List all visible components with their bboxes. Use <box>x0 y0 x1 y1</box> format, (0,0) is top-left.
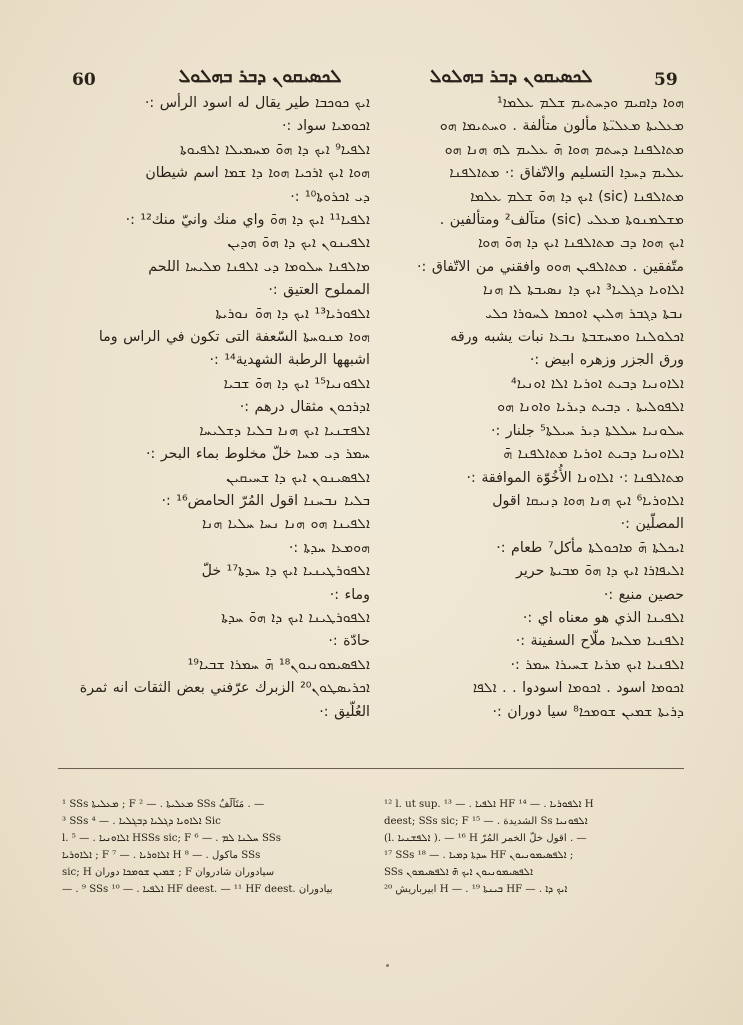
lexicon-line: ܐܠܦܣܝܡܘܢܝܘܢ¹⁸ ܗ̄ ܚܡܪܐ ܫܒܝܐ¹⁹ <box>187 656 370 673</box>
footnote-line: ابيرباريش ²⁰ H — . ܒܝܢܬܐ ¹⁹ HF — . ܐܝܟ ܕܐ <box>384 884 568 895</box>
lexicon-line: ܐܟܠܘܠܢܐ ܘܡܚܫܒܬܐ ܢܒܥܐ نبات يشبه ورقه <box>450 329 684 346</box>
lexicon-line: ܐܝܟ ܟܘܟܒܐ طير يقال له اسود الرأس :· <box>144 95 370 111</box>
left-running-title: ܠܟܣܝܩܘܢ ܕܒܪ ܒܗܠܘܠ <box>178 66 342 87</box>
page-speck <box>386 964 389 967</box>
lexicon-line: اشبهها الرطبة الشهدية¹⁴ :· <box>209 352 370 369</box>
lexicon-line: ܗܘܐ ܡܢܘܚܬܐ السّعفة التى تكون في الراس وما <box>98 329 370 346</box>
lexicon-line: ܐܟܘܡܝܐ سواد :· <box>281 118 370 135</box>
lexicon-line: ܗܘܐ ܐܝܟ ܐܪܟܝܐ ܗܘܐ ܕܐ ܫܡܐ اسم شيطان <box>145 165 370 182</box>
lexicon-line: ܡܐܠܦܢܐ ܚܠܘܡܐ ܕܝ ܐܠܦܢܐ ܡܠܝܚܐ اللحم <box>148 258 370 275</box>
right-running-title: ܠܟܣܝܩܘܢ ܕܒܪ ܒܗܠܘܠ <box>429 66 593 87</box>
left-footnotes <box>62 796 362 898</box>
lexicon-line: ܐܠܦܢܝܐ ܡܠܚܐ ملّاح السفينة :· <box>515 633 684 650</box>
lexicon-line: ܐܠܦܘܪܛܝܢܝܐ ܐܝܟ ܕܐ ܚܕܬܐ¹⁷ خلّ <box>201 563 370 580</box>
lexicon-line: ܕܪܝܬܐ ܫܡܝܢ ܫܘܡܟܐ⁸ سيا دوران :· <box>492 703 684 720</box>
lexicon-line: حصين منيع :· <box>603 586 684 603</box>
lexicon-line: متّفقين . ܡܬܐܠܦܝܢ ܗܘܘ وافقني من الاتّفاق :· <box>417 258 684 275</box>
lexicon-line: ܐܠܝܦܐܪܐ ܐܝܟ ܕܐ ܗܘ̄ ܡܒܝܬܐ حرير <box>516 563 684 580</box>
lexicon-line: ܗܘܐ ܕܐܩܝܡ ܘܕܚܬܝܡ ܫܠܡ ܥܠܡܐ¹ <box>496 95 684 111</box>
lexicon-line: ܡܬܐܠܦܢܐ :· ܐܠܐܘܢܐ الأُخُوّة الموافقة :· <box>466 469 684 486</box>
lexicon-line: ܗܘܡܥܐ ܚܕܬܐ :· <box>288 539 370 556</box>
right-column-entries <box>372 92 684 724</box>
right-footnotes <box>384 796 684 898</box>
footnote-line: — . ⁹ SSs ܐܠܦܝܐ . — ¹⁰ HF deest. — ¹¹ HF deest. بيادوران <box>62 884 333 895</box>
lexicon-line: ܐܠܦܝܐ⁹ ܐܝܟ ܕܐ ܗܘ̄ ܡܚܡܝܠܐ ܐܠܦܝܘܬܐ <box>180 141 370 158</box>
lexicon-line: العُلّيق :· <box>319 703 370 720</box>
lexicon-line: ܐܠܦܝܢܘܢ ܐܝܟ ܕܐ ܗܘ̄ ܗܕܝܢ <box>227 235 370 252</box>
lexicon-line: ܡܬܐܠܦܢܐ (sic) ܐܝܟ ܕܐ ܗܘ̄ ܫܠܡ ܥܠܡܐ <box>470 188 684 205</box>
lexicon-line: ܢܒܬܐ ܕܓܒܪ ܗܠܝܢ ܐܘܟܡܐ ܠܚܘܪܐ ܟܠܝ <box>485 305 684 322</box>
lexicon-line: ܐܟܘܡܐ اسود . ܐܟܘܡܐ اسودوا . . ܐܠܦܐ <box>472 680 684 697</box>
lexicon-line: المصلّين :· <box>620 516 684 533</box>
lexicon-line: ܐܠܦܘܢܝܐ¹⁵ ܐܝܟ ܕܐ ܗܘ̄ ܫܒܝܐ <box>223 375 370 392</box>
lexicon-line: حادّة :· <box>328 633 370 650</box>
lexicon-line: ܐܟܪܝܣܛܘܢ²⁰ الزبرك عرّفني بعض الثقات انه ثمرة <box>79 680 370 697</box>
footnote-line: ¹⁷ SSs ܚܕܬܐ ܕܡܝܐ . — ¹⁸ HF ܐܠܦܣܝܡܘܢܝܘܢ ; <box>384 850 574 861</box>
right-page-number: 59 <box>654 70 678 90</box>
lexicon-line: ܐܠܦܢܝܐ ܐܝܟ ܡܪܝܐ ܫܚܝܪܐ ܚܡܪ :· <box>510 656 684 673</box>
lexicon-line: ܐܠܦܣܝܢܘܢ ܐܝܟ ܕܐ ܫܚܝܩܝܢ <box>226 469 370 486</box>
lexicon-line: ܐܠܦܫܢܝܐ ܐܝܟ ܗܢܐ ܒܠܝܐ ܕܫܠܝܚܐ <box>199 422 370 439</box>
lexicon-line: ܐܠܦܝܢܐ ܗܘ ܗܢܐ ܢܚܐ ܚܠܝܐ ܗܢܐ <box>201 516 370 533</box>
footnote-line: ܐܠܐܘܪܝܐ ; F ܐܠܐܘܪܝܐ . — ⁷ H ماكول . — ⁸ SSs <box>62 850 261 861</box>
footnote-line: ³ SSs ܐܠܐܘܝܐ ܕܓܠܝܐ ܕܒܓܠܝܐ . — ⁴ Sic <box>62 816 221 827</box>
lexicon-line: ܐܠܦܝܢܐ الذي هو معناه اي :· <box>522 609 684 626</box>
lexicon-line: ܐܠܐܘܢܝܐ ܕܒܝܬ ܐܘܪܝܐ ܐܠܐ ܐܘܢܝܐ⁴ <box>511 375 684 392</box>
lexicon-line: ܐܠܐܘܢܝܐ ܕܒܝܬ ܐܘܪܝܐ ܡܬܐܠܦܢܐ ܗ̄ <box>503 446 684 463</box>
lexicon-line: ܚܡܪ ܕܝ ܡܚܐ خلّ مخلوط بماء البحر :· <box>146 446 370 463</box>
lexicon-line: ܐܝܟܠܬܐ ܗ̄ ܡܐܟܘܠܬܐ مأكل⁷ طعام :· <box>496 539 684 556</box>
lexicon-line: ܐܠܦܘܪܛܝܢܐ ܐܝܟ ܕܐ ܗܘ̄ ܚܕܬܐ <box>221 609 370 626</box>
lexicon-line: المملوح العتيق :· <box>268 282 370 299</box>
lexicon-line: ܐܝܟ ܗܘܐ ܕܒ ܡܬܐܠܦܢܐ ܐܝܟ ܕܐ ܗܘ̄ ܗܘܐ <box>478 235 684 252</box>
lexicon-line: ܐܕܪܟܘܢ مثقال درهم :· <box>239 399 370 416</box>
lexicon-line: ܐܠܦܘܠܝܬܐ . ܕܒܝܬ ܕܝܪܝܐ ܘܐܘܢܐ ܗܘ <box>497 399 684 416</box>
left-page-number: 60 <box>72 70 96 90</box>
lexicon-line: ܕܝ ܐܟܪܘܬܐ¹⁰ :· <box>290 188 370 205</box>
footnote-divider <box>58 768 684 769</box>
lexicon-line: ܐܠܦܘܪܝܐ¹³ ܐܝܟ ܕܐ ܗܘ̄ ܢܘܪܝܬܐ <box>215 305 370 322</box>
footnote-line: SSs ܐܠܦܣܝܡܘܢܝܘܢ ܐܝܟ ܗ̄ ܐܠܦܣܝܡܘܢ <box>384 867 533 878</box>
footnote-line: sic; H ܫܡܝܢ ܫܘܡܟܐ دوران ; F سیادوران شادروان <box>62 867 275 878</box>
lexicon-line: ܐܠܦܝܐ¹¹ ܐܝܟ ܕܐ ܗܘ̄ واي منك وانيّ منك¹² :· <box>125 212 370 229</box>
footnote-line: l. ܐܠܐܘܢܝܐ . — ⁵ HSSs sic; F ܚܠܢܐ ܠܡ . — ⁶ SSs <box>62 833 281 844</box>
footnote-line: (l. ܐܠܦܫܢܝܐ ). — ¹⁶ H اقول خلّ الخمر المُرّ . — <box>384 833 587 844</box>
footnote-line: ¹ SSs ܡܥܠܝܬܐ ; F ܡܥܠܝܬܐ . — ² SSs مَتَآلَفٌ . — <box>62 799 265 810</box>
left-column-entries <box>58 92 370 724</box>
lexicon-line: ܡܥܠܝܬܐ ܡܥܠܝ̈ܬܐ مألون متألفة . ܘܚܬܝܡܐ ܗܘ <box>439 118 684 135</box>
lexicon-line: ܚܠܘܢܝܐ ܚܠܠܬܐ ܕܝܪ ܚܝܠܬܐ⁵ جلنار :· <box>490 422 684 439</box>
lexicon-line: وماء :· <box>329 586 370 603</box>
footnote-line: ¹² l. ut sup. ܐܠܦܝܐ . — ¹³ HF ܐܠܦܘܪܝܐ . — ¹⁴ H <box>384 799 594 810</box>
lexicon-line: ܡܬܐܠܦܢܐ ܕܚܬܡ ܗܘܐ ܗ̄ ܥܠܝܡ ܠܗ ܗܢܐ ܗܘ <box>444 141 684 158</box>
lexicon-line: ܒܠܝܐ ܢܒܚܢܐ اقول المُرّ الحامض¹⁶ :· <box>161 492 370 509</box>
footnote-line: deest; SSs sic; F الشديدة . — ¹⁵ Ss ܐܠܦܘܢܝܐ <box>384 816 588 827</box>
lexicon-line: ܐܠܐܘܪܝܐ⁶ ܐܝܟ ܗܢܐ ܗܘܐ ܕܢܝܩܐ اقول <box>492 492 684 509</box>
lexicon-line: ورق الجزر وزهره ابيض :· <box>529 352 684 369</box>
lexicon-line: ܥܠܝܡ ܕܚܕܐ التسليم والاتّفاق :· ܡܬܐܠܦܢܐ <box>449 165 684 182</box>
lexicon-line: ܡܫܠܡܢܘܬܐ ܡܥܠܝ (sic) متآلف² ومتألفين . <box>439 212 684 229</box>
lexicon-line: ܐܠܐܘܝܐ ܕܓܠܝܐ³ ܐܝܟ ܕܐ ܢܣܝܒܬܐ ܠܐ ܗܢܐ <box>482 282 684 299</box>
